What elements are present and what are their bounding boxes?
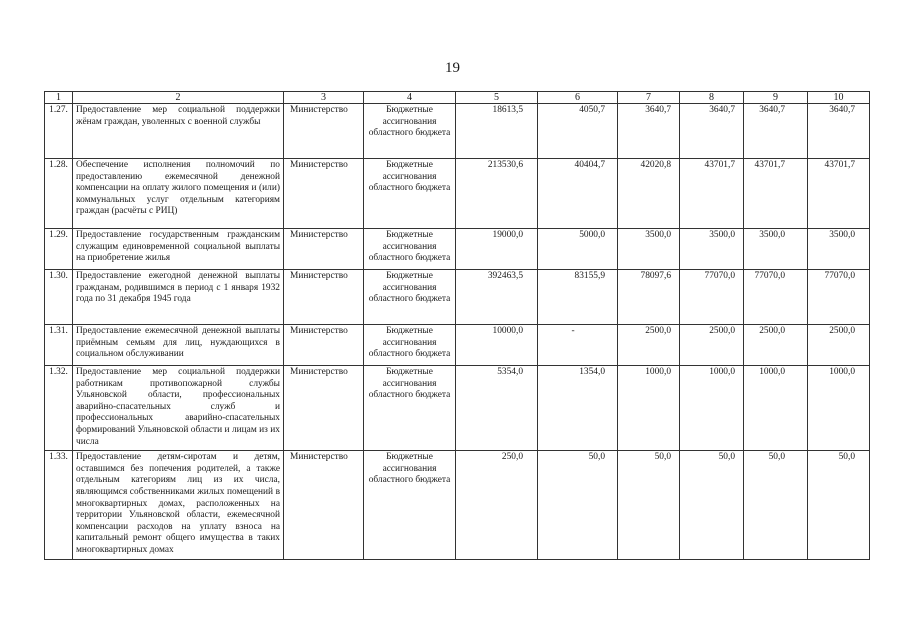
value-year-4: 2500,0 xyxy=(744,325,808,366)
value-year-3: 43701,7 xyxy=(680,159,744,229)
value-year-5: 3500,0 xyxy=(808,229,870,270)
measure-name: Обеспечение исполнения полномочий по предоставлению ежемесячной денежной компенсации на оплату жилого помещения и (или) коммунальных услуг отдельным категориям граждан (расчёты с РИЦ) xyxy=(73,159,284,229)
value-year-5: 2500,0 xyxy=(808,325,870,366)
value-year-2: 42020,8 xyxy=(618,159,680,229)
table-row xyxy=(45,229,870,270)
row-number: 1.31. xyxy=(45,325,73,366)
value-year-1: 40404,7 xyxy=(538,159,618,229)
value-year-2: 3640,7 xyxy=(618,104,680,159)
table-row xyxy=(45,159,870,229)
value-year-2: 78097,6 xyxy=(618,270,680,325)
table-row xyxy=(45,451,870,559)
header-cell: 6 xyxy=(538,92,618,104)
funding-source: Бюджетные ассигнования областного бюджета xyxy=(364,451,456,559)
value-year-4: 77070,0 xyxy=(744,270,808,325)
value-year-2: 1000,0 xyxy=(618,366,680,451)
row-number: 1.33. xyxy=(45,451,73,559)
measure-name: Предоставление детям-сиротам и детям, оставшимся без попечения родителей, а также отдельным категориям лиц из их числа, являющимся собственниками жилых помещений в многоквартирных домах, расположенных на территории Ульяновской области, ежемесячной компенсации расходов на уплату взноса на капитальный ремонт общего имущества в таких многоквартирных домах xyxy=(73,451,284,559)
value-total: 392463,5 xyxy=(456,270,538,325)
row-number: 1.28. xyxy=(45,159,73,229)
executor: Министерство xyxy=(284,229,364,270)
value-year-4: 50,0 xyxy=(744,451,808,559)
value-year-5: 1000,0 xyxy=(808,366,870,451)
table-row xyxy=(45,366,870,451)
value-total: 5354,0 xyxy=(456,366,538,451)
value-year-3: 2500,0 xyxy=(680,325,744,366)
value-total: 250,0 xyxy=(456,451,538,559)
budget-table xyxy=(44,91,870,560)
value-year-5: 3640,7 xyxy=(808,104,870,159)
header-cell: 3 xyxy=(284,92,364,104)
value-year-2: 2500,0 xyxy=(618,325,680,366)
page-number: 19 xyxy=(445,60,460,76)
value-year-2: 3500,0 xyxy=(618,229,680,270)
funding-source: Бюджетные ассигнования областного бюджета xyxy=(364,104,456,159)
value-year-3: 1000,0 xyxy=(680,366,744,451)
funding-source: Бюджетные ассигнования областного бюджета xyxy=(364,325,456,366)
value-year-3: 3640,7 xyxy=(680,104,744,159)
measure-name: Предоставление государственным гражданским служащим единовременной социальной выплаты на приобретение жилья xyxy=(73,229,284,270)
row-number: 1.30. xyxy=(45,270,73,325)
executor: Министерство xyxy=(284,159,364,229)
header-cell: 2 xyxy=(73,92,284,104)
row-number: 1.32. xyxy=(45,366,73,451)
header-cell: 8 xyxy=(680,92,744,104)
measure-name: Предоставление ежегодной денежной выплаты гражданам, родившимся в период с 1 января 1932 года по 31 декабря 1945 года xyxy=(73,270,284,325)
header-cell: 5 xyxy=(456,92,538,104)
value-year-1: - xyxy=(538,325,618,366)
table-header-row xyxy=(45,92,870,104)
value-year-1: 4050,7 xyxy=(538,104,618,159)
executor: Министерство xyxy=(284,366,364,451)
funding-source: Бюджетные ассигнования областного бюджета xyxy=(364,159,456,229)
value-year-5: 50,0 xyxy=(808,451,870,559)
value-year-1: 1354,0 xyxy=(538,366,618,451)
row-number: 1.27. xyxy=(45,104,73,159)
header-cell: 4 xyxy=(364,92,456,104)
value-total: 213530,6 xyxy=(456,159,538,229)
value-year-3: 50,0 xyxy=(680,451,744,559)
value-year-1: 83155,9 xyxy=(538,270,618,325)
funding-source: Бюджетные ассигнования областного бюджета xyxy=(364,270,456,325)
value-year-5: 77070,0 xyxy=(808,270,870,325)
value-year-3: 3500,0 xyxy=(680,229,744,270)
value-year-5: 43701,7 xyxy=(808,159,870,229)
header-cell: 1 xyxy=(45,92,73,104)
value-total: 19000,0 xyxy=(456,229,538,270)
table-row xyxy=(45,104,870,159)
header-cell: 9 xyxy=(744,92,808,104)
value-year-4: 43701,7 xyxy=(744,159,808,229)
table-row xyxy=(45,270,870,325)
table-row xyxy=(45,325,870,366)
value-year-2: 50,0 xyxy=(618,451,680,559)
header-cell: 7 xyxy=(618,92,680,104)
funding-source: Бюджетные ассигнования областного бюджета xyxy=(364,366,456,451)
value-year-4: 3640,7 xyxy=(744,104,808,159)
value-year-3: 77070,0 xyxy=(680,270,744,325)
value-year-4: 3500,0 xyxy=(744,229,808,270)
value-year-4: 1000,0 xyxy=(744,366,808,451)
value-year-1: 50,0 xyxy=(538,451,618,559)
value-year-1: 5000,0 xyxy=(538,229,618,270)
measure-name: Предоставление мер социальной поддержки жёнам граждан, уволенных с военной службы xyxy=(73,104,284,159)
executor: Министерство xyxy=(284,451,364,559)
value-total: 10000,0 xyxy=(456,325,538,366)
measure-name: Предоставление ежемесячной денежной выплаты приёмным семьям для лиц, нуждающихся в социальном обслуживании xyxy=(73,325,284,366)
executor: Министерство xyxy=(284,104,364,159)
measure-name: Предоставление мер социальной поддержки работникам противопожарной службы Ульяновской области, профессиональных аварийно-спасательных служб и профессиональных аварийно-спасательных формирований Ульяновской области и лицам из их числа xyxy=(73,366,284,451)
row-number: 1.29. xyxy=(45,229,73,270)
executor: Министерство xyxy=(284,325,364,366)
executor: Министерство xyxy=(284,270,364,325)
header-cell: 10 xyxy=(808,92,870,104)
value-total: 18613,5 xyxy=(456,104,538,159)
funding-source: Бюджетные ассигнования областного бюджета xyxy=(364,229,456,270)
